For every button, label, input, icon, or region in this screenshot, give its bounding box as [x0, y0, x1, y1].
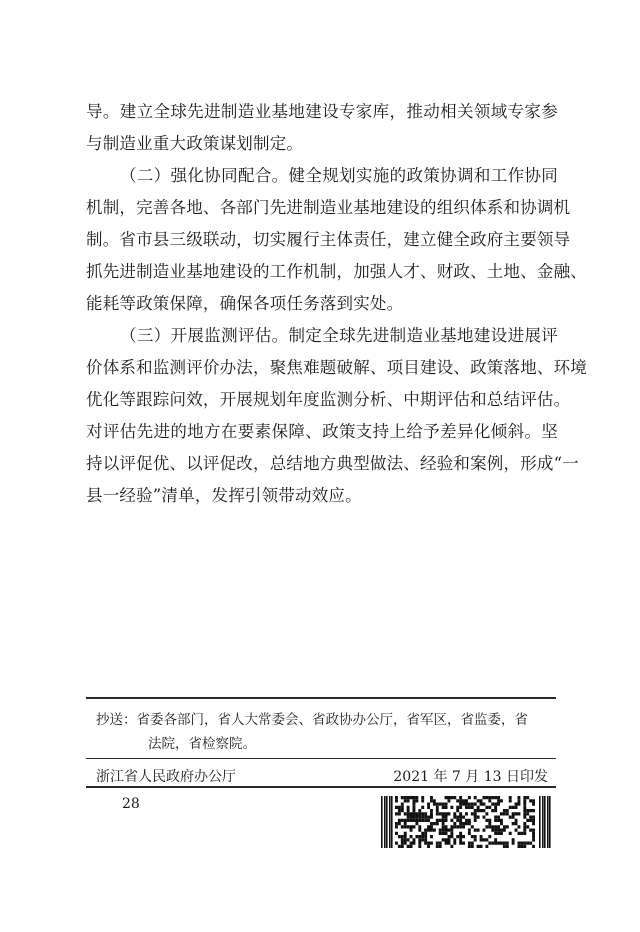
body-line: 能耗等政策保障，确保各项任务落到实处。 [86, 294, 404, 313]
body-line: 抓先进制造业基地建设的工作机制，加强人才、财政、土地、金融、 [86, 262, 587, 281]
body-line: 持以评促优、以评促改，总结地方典型做法、经验和案例，形成“一 [86, 454, 579, 473]
barcode-image [381, 796, 551, 848]
issue-date: 2021 年 7 月 13 日印发 [393, 769, 548, 785]
body-line: 机制，完善各地、各部门先进制造业基地建设的组织体系和协调机 [86, 198, 571, 217]
body-text [86, 96, 587, 512]
body-line: 与制造业重大政策谋划制定。 [86, 134, 304, 153]
body-line: 制。省市县三级联动，切实履行主体责任，建立健全政府主要领导 [86, 230, 571, 249]
body-line: 导。建立全球先进制造业基地建设专家库，推动相关领域专家参 [86, 102, 558, 121]
divider-top [86, 697, 556, 699]
section-heading-line: （二）强化协同配合。健全规划实施的政策协调和工作协同 [120, 166, 558, 185]
section-heading-line: （三）开展监测评估。制定全球先进制造业基地建设进展评 [120, 326, 558, 345]
issuer: 浙江省人民政府办公厅 [96, 769, 236, 785]
divider-middle [86, 758, 556, 759]
body-line: 优化等跟踪问效，开展规划年度监测分析、中期评估和总结评估。 [86, 390, 571, 409]
cc-block [96, 708, 551, 756]
body-line: 价体系和监测评价办法，聚焦难题破解、项目建设、政策落地、环境 [86, 358, 587, 377]
body-line: 对评估先进的地方在要素保障、政策支持上给予差异化倾斜。坚 [86, 422, 558, 441]
barcode-bars [381, 796, 551, 848]
page-number: 28 [122, 796, 140, 812]
body-line: 县一经验”清单，发挥引领带动效应。 [86, 486, 362, 505]
cc-line: 抄送：省委各部门，省人大常委会、省政协办公厅，省军区，省监委，省 [96, 712, 528, 728]
divider-bottom [86, 786, 556, 788]
cc-line: 法院，省检察院。 [148, 736, 256, 752]
